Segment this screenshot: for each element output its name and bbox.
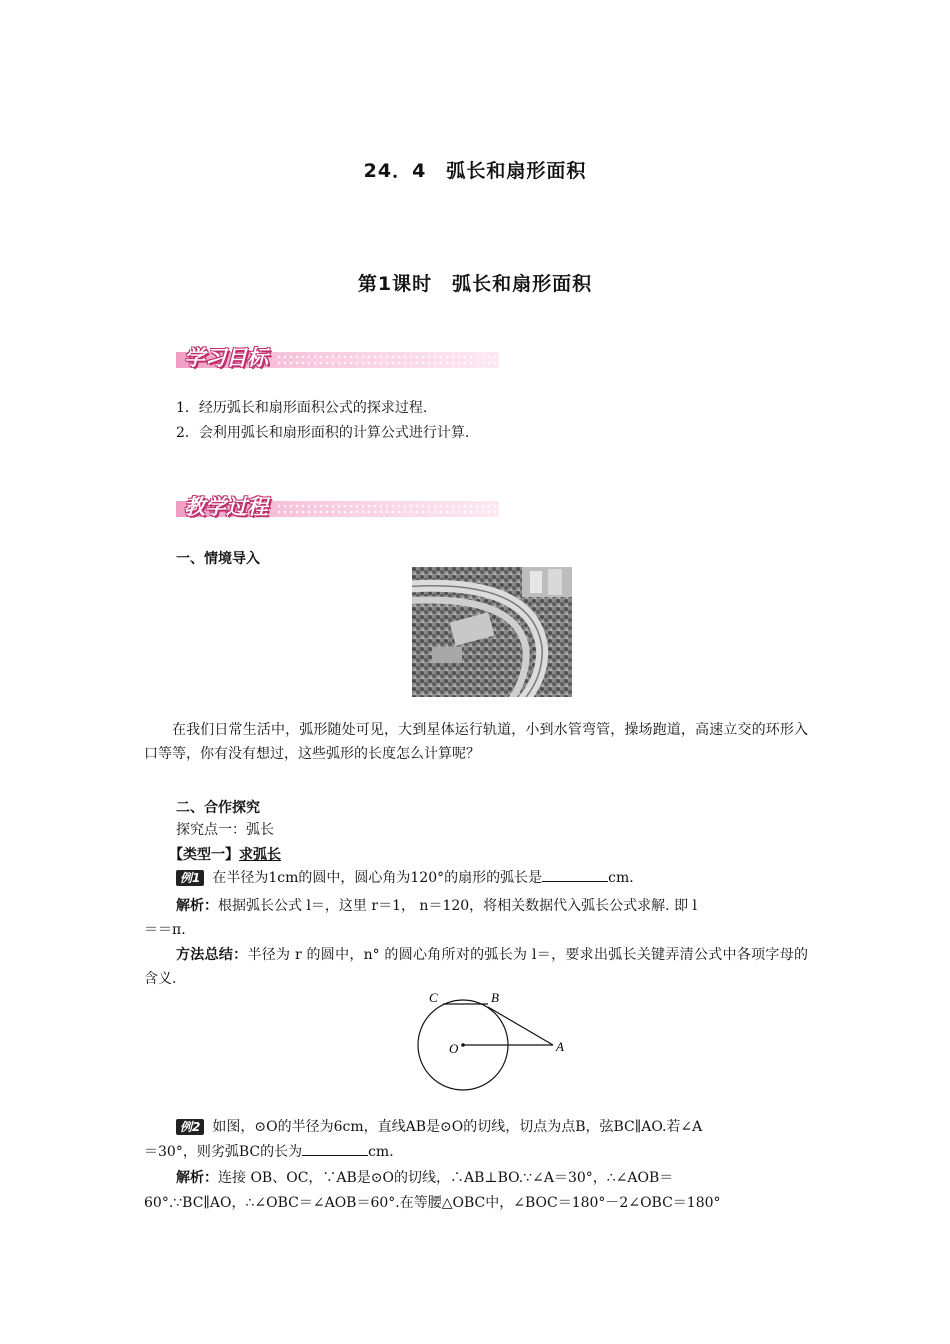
- example-1-text: 在半径为1cm的圆中，圆心角为120°的扇形的弧长是: [212, 870, 543, 886]
- example-1-solution-line1: 根据弧长公式 l＝，这里 r＝1， n＝120，将相关数据代入弧长公式求解. 即 l: [218, 898, 697, 914]
- label-O: O: [449, 1041, 459, 1056]
- example-1-solution: [176, 894, 697, 918]
- example-2-solution-line2: 60°.∵BC∥AO，∴∠OBC＝∠AOB＝60°.在等腰△OBC中，∠BOC＝180°－2∠OBC＝180°: [144, 1195, 721, 1211]
- lesson-title: 第1课时 弧长和扇形面积: [357, 273, 593, 295]
- example-2-blank: [302, 1141, 368, 1156]
- example-2: [176, 1115, 702, 1139]
- page-title: 24．4 弧长和扇形面积: [363, 160, 587, 182]
- banner-teaching-process-label: 教学过程: [184, 495, 268, 519]
- example-1: [176, 866, 634, 890]
- intro-paragraph: 在我们日常生活中，弧形随处可见，大到星体运行轨道，小到水管弯管，操场跑道，高速立交的环形入口等等，你有没有想过，这些弧形的长度怎么计算呢？: [144, 722, 808, 762]
- section-intro-heading: 一、情境导入: [176, 551, 260, 567]
- method-text: 半径为 r 的圆中，n° 的圆心角所对的弧长为 l＝，要求出弧长关键弄清公式中各项字母的含义.: [144, 947, 808, 987]
- label-B: B: [491, 990, 499, 1005]
- example-2-solution-line1: 连接 OB、OC，∵AB是⊙O的切线，∴AB⊥BO.∵∠A＝30°，∴∠AOB＝: [218, 1170, 674, 1186]
- goal-2: 2．会利用弧长和扇形面积的计算公式进行计算.: [176, 425, 470, 441]
- circle-tangent-figure: [405, 985, 585, 1095]
- example-1-solution-line2: ＝＝π.: [144, 922, 186, 938]
- banner-learning-goals-label: 学习目标: [184, 346, 268, 370]
- solution-label-2: 解析：: [176, 1170, 218, 1186]
- example-2-solution: [176, 1166, 673, 1190]
- example-2-unit: cm.: [368, 1144, 394, 1160]
- label-A: A: [556, 1039, 564, 1054]
- interchange-photo: [412, 567, 572, 697]
- goal-1: 1．经历弧长和扇形面积公式的探求过程.: [176, 400, 428, 416]
- example-2-badge: 例2: [176, 1119, 204, 1135]
- type-1-bracket: 【类型一】: [169, 847, 239, 863]
- method-label: 方法总结：: [176, 947, 248, 963]
- type-1-name: 求弧长: [239, 847, 281, 863]
- example-2-line2-text: ＝30°，则劣弧BC的长为: [144, 1144, 303, 1160]
- banner-learning-goals: [176, 344, 499, 370]
- example-1-badge: 例1: [176, 870, 204, 886]
- type-1-heading: [169, 844, 281, 864]
- solution-label-1: 解析：: [176, 898, 218, 914]
- banner-teaching-process: [176, 493, 499, 519]
- example-1-blank: [542, 867, 608, 882]
- label-C: C: [429, 990, 438, 1005]
- example-1-unit: cm.: [608, 870, 634, 886]
- example-2-line2: [144, 1140, 394, 1164]
- example-2-line1: 如图，⊙O的半径为6cm，直线AB是⊙O的切线，切点为点B，弦BC∥AO.若∠A: [212, 1119, 703, 1135]
- explore-point-1: 探究点一：弧长: [176, 822, 274, 838]
- method-summary: [144, 943, 808, 991]
- section-explore-heading: 二、合作探究: [176, 800, 260, 816]
